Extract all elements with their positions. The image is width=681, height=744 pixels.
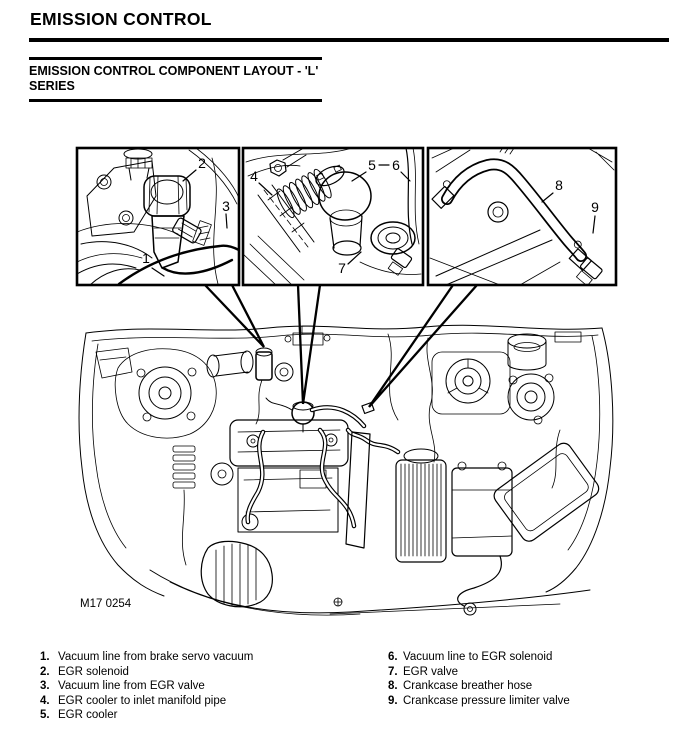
section-title-line2: SERIES [29,78,75,93]
legend-item [40,665,253,680]
callout-9: 9 [591,199,599,215]
legend-item-number: 6. [388,651,398,663]
callout-4: 4 [250,168,258,184]
legend-item-number: 3. [40,680,50,693]
legend-item-number: 8. [388,680,398,693]
page-title: EMISSION CONTROL [30,9,212,29]
legend-item-text: EGR valve [403,665,458,678]
legend-item [40,650,253,665]
callout-1: 1 [142,250,150,266]
legend-item-number: 9. [388,694,398,707]
legend-item [388,650,570,665]
callout-2: 2 [198,155,206,171]
callout-5: 5 [368,157,376,173]
section-title-block [29,57,322,102]
callout-8: 8 [555,177,563,193]
legend-item-number: 2. [40,665,50,678]
component-layout-figure [0,140,681,640]
callout-7: 7 [338,260,346,276]
legend-item [388,679,570,694]
legend-item-text: Vacuum line from EGR valve [58,680,205,693]
legend-item-number: 7. [388,665,398,678]
legend-item-text: EGR cooler to inlet manifold pipe [58,694,227,707]
legend-item-number: 5. [40,709,50,722]
legend-column-right [388,650,570,708]
legend-item [40,679,253,694]
legend-item-number: 1. [40,651,50,663]
legend-item [388,694,570,709]
section-title-line1: EMISSION CONTROL COMPONENT LAYOUT - 'L' [29,64,319,78]
legend-item-text: EGR solenoid [58,665,129,678]
legend-item-text: Vacuum line from brake servo vacuum [58,651,254,663]
figure-code: M17 0254 [80,598,132,610]
legend-item-text: Crankcase breather hose [403,680,533,693]
callout-3: 3 [222,198,230,214]
callout-6: 6 [392,157,400,173]
legend-item-number: 4. [40,694,50,707]
legend-item [388,665,570,680]
legend-item [40,694,253,709]
legend-item-text: EGR cooler [58,709,118,722]
legend-item-text: Crankcase pressure limiter valve [403,694,570,707]
legend-column-left [40,650,253,723]
header-rule [29,38,669,42]
inset-pointer-wedges [205,285,477,407]
engine-bay-drawing [79,325,613,615]
legend-item [40,708,253,723]
legend-item-text: Vacuum line to EGR solenoid [403,651,553,663]
